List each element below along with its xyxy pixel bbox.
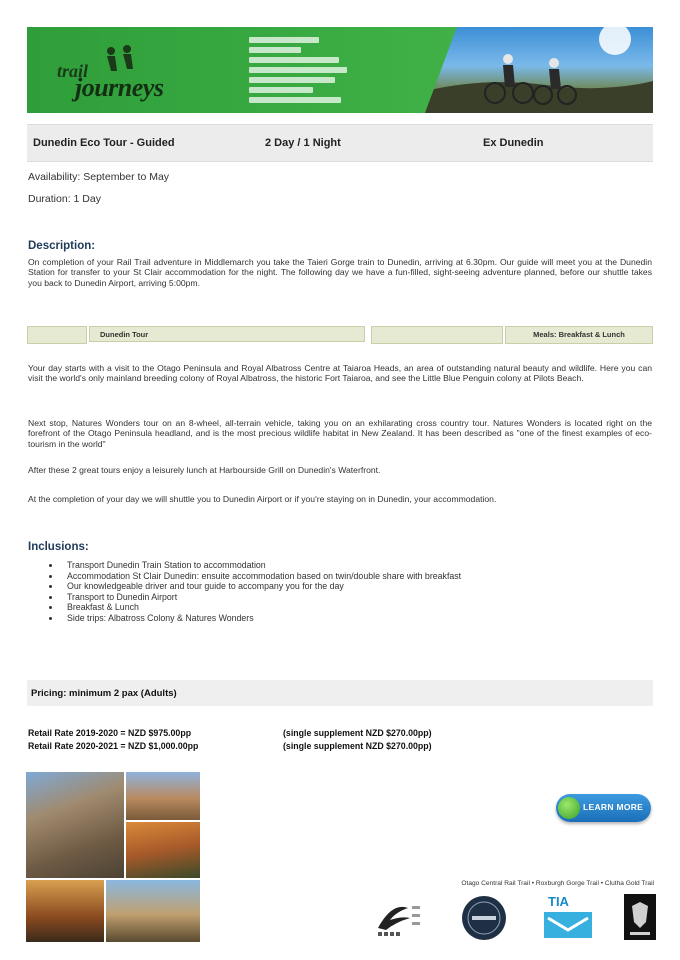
learn-more-label: LEARN MORE (583, 802, 644, 812)
photo-historic-building (126, 772, 200, 820)
fern-icon (374, 898, 424, 940)
contact-line (249, 47, 301, 53)
availability: Availability: September to May (28, 171, 170, 183)
photo-gorge (26, 772, 124, 878)
list-item: • Transport Dunedin Train Station to accommodation (61, 560, 648, 571)
description-heading: Description: (28, 240, 96, 252)
header-banner (27, 27, 653, 113)
tia-logo (544, 894, 592, 940)
contact-line (249, 57, 339, 63)
pricing-bar (27, 680, 653, 706)
tia-icon (544, 912, 592, 938)
qualmark-icon (460, 894, 508, 942)
meals-table (27, 326, 653, 344)
contact-line (249, 77, 335, 83)
list-item: • Accommodation St Clair Dunedin: ensuite accommodation based on twin/double share with breakfast (61, 571, 648, 582)
contact-line (249, 87, 313, 93)
description-paragraph: Next stop, Natures Wonders tour on an 8-wheel, all-terrain vehicle, taking you on an exhilarating cross country tour. Natures Wonders is located right on the forefront of the Otago Peninsula headland, and is the most precious wildlife habitat in New Zealand. It has been described as "one of the finest examples of eco-tourism in the world" (28, 418, 652, 449)
learn-more-button[interactable] (556, 794, 651, 822)
meals-cell-title: Dunedin Tour (89, 326, 365, 342)
shield-icon (624, 894, 656, 940)
photo-tunnel (26, 880, 104, 942)
logo-text-trail: trail (57, 61, 89, 81)
contact-line (249, 37, 319, 43)
contact-details (249, 37, 367, 107)
trails-list: Otago Central Rail Trail • Roxburgh Gorge Trail • Clutha Gold Trail (461, 880, 654, 887)
learn-more-button-icon (558, 797, 580, 819)
photo-cyclist-landscape (106, 880, 200, 942)
list-item: • Side trips: Albatross Colony & Natures Wonders (61, 613, 648, 624)
inclusions-list (28, 560, 648, 624)
list-item: • Transport to Dunedin Airport (61, 592, 648, 603)
duration: Duration: 1 Day (28, 193, 101, 205)
retail-rate: Retail Rate 2020-2021 = NZD $1,000.00pp (28, 741, 199, 751)
description-paragraph: After these 2 great tours enjoy a leisurely lunch at Harbourside Grill on Dunedin's Waterfront. (28, 465, 381, 475)
meals-cell-blank (371, 326, 503, 344)
tour-length: 2 Day / 1 Night (265, 137, 341, 149)
description-paragraph: Your day starts with a visit to the Otago Peninsula and Royal Albatross Centre at Taiaroa Heads, an area of outstanding natural beauty and wildlife. Here you can visit the world's only mainland breeding colony of Royal Albatross, the historic Fort Taiaroa, and see the Little Blue Penguin colony at Pilots Beach. (28, 363, 652, 384)
single-supplement: (single supplement NZD $270.00pp) (283, 728, 432, 738)
list-item: • Our knowledgeable driver and tour guide to accompany you for the day (61, 581, 648, 592)
tia-logo-text: TIA (548, 894, 569, 909)
meals-cell-day (27, 326, 87, 344)
header-photo-cyclists (425, 27, 653, 113)
single-supplement: (single supplement NZD $270.00pp) (283, 741, 432, 751)
tour-name: Dunedin Eco Tour - Guided (33, 137, 175, 149)
contact-line (249, 97, 341, 103)
description-paragraph: At the completion of your day we will shuttle you to Dunedin Airport or if you're staying on in Dunedin, your accommodation. (28, 494, 497, 504)
logo-text-journeys: journeys (75, 73, 164, 102)
retail-rate: Retail Rate 2019-2020 = NZD $975.00pp (28, 728, 192, 738)
contact-line (249, 67, 347, 73)
tour-origin: Ex Dunedin (483, 137, 544, 149)
description-intro: On completion of your Rail Trail adventure in Middlemarch you take the Taieri Gorge train to Dunedin, arriving at 6.30pm. Our guide will meet you at the Dunedin Station for transfer to your St Clair accommodation for the night. The following day we have a fun-filled, sight-seeing adventure planned, before our shuttle takes you back to Dunedin Airport, arriving 5:00pm. (28, 257, 652, 288)
list-item: • Breakfast & Lunch (61, 602, 648, 613)
pricing-label: Pricing: minimum 2 pax (Adults) (31, 688, 177, 699)
meals-cell-meals: Meals: Breakfast & Lunch (505, 326, 653, 344)
tour-summary-bar (27, 124, 653, 162)
inclusions-heading: Inclusions: (28, 541, 89, 553)
photo-autumn-trail (126, 822, 200, 878)
